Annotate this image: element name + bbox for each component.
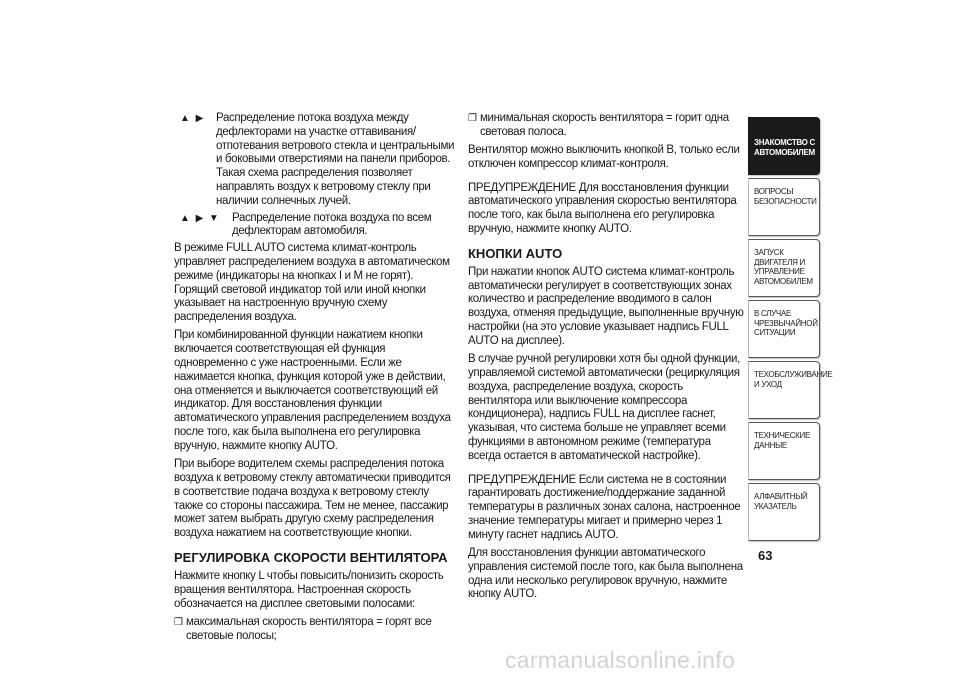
paragraph: В режиме FULL AUTO система климат-контроль управляет распределением воздуха в автоматическом режиме (индикаторы на кнопках I и M не горят). Горящий световой индикатор той или иной кнопки указывает на настроенную вручную схему распределения воздуха. — [174, 242, 450, 324]
arrow-right-icon: ▶ — [195, 212, 203, 224]
warning-paragraph: ПРЕДУПРЕЖДЕНИЕ Для восстановления функции автоматического управления скоростью вентилятора после того, как была выполнена его регулировка вручную, нажмите кнопку AUTO. — [468, 181, 737, 236]
page-number: 63 — [758, 548, 773, 563]
airflow-arrows-icon — [180, 112, 203, 126]
paragraph: При нажатии кнопок AUTO система климат-контроль автоматически регулирует в соответствующих зонах количество и распределение вводимого в салон воздуха, отменяя предыдущие, выполненные вручную настройки (на это условие указывает надпись FULL AUTO на дисплее). — [468, 265, 744, 347]
checkbox-bullet-icon: ❐ — [174, 616, 183, 628]
checkbox-bullet-icon: ❐ — [468, 113, 477, 124]
warning-paragraph: ПРЕДУПРЕЖДЕНИЕ Если система не в состоянии гарантировать достижение/поддержание заданной температуры в различных зонах салона, настроенное значение температуры мигает и примерно через 1 минуту гаснет надпись AUTO. — [468, 473, 741, 541]
tab-getting-to-know-vehicle[interactable]: ЗНАКОМСТВО С АВТОМОБИЛЕМ — [748, 117, 820, 175]
airflow-scheme-windshield-panel — [174, 112, 456, 209]
paragraph: Нажмите кнопку L чтобы повысить/понизить скорость вращения вентилятора. Настроенная скорость обозначается на дисплее световыми полосами: — [174, 569, 444, 610]
right-column — [468, 112, 746, 607]
airflow-arrows-icon — [180, 212, 218, 226]
arrow-up-icon: ▲ — [180, 113, 190, 124]
tab-safety[interactable]: ВОПРОСЫ БЕЗОПАСНОСТИ — [748, 178, 820, 236]
paragraph: Вентилятор можно выключить кнопкой B, только если отключен компрессор климат-контроля. — [468, 144, 740, 170]
list-item-text: минимальная скорость вентилятора = горит одна световая полоса. — [480, 112, 729, 138]
paragraph: При комбинированной функции нажатием кнопки включается соответствующая ей функция одновременно с уже настроенными. Если же нажимается кнопка, функция которой уже в действии, она отменяется и выключается соответствующий ей индикатор. Для восстановления функции автоматического управления распределением воздуха после того, как была выполнена его регулировка вручную, нажмите кнопку AUTO. — [174, 329, 451, 452]
tab-technical-data[interactable]: ТЕХНИЧЕСКИЕ ДАННЫЕ — [748, 422, 820, 480]
list-item-text: максимальная скорость вентилятора = горят все световые полосы; — [186, 615, 432, 642]
watermark: carmanualsonline.info — [505, 647, 736, 673]
left-column — [174, 112, 456, 643]
airflow-scheme-all — [174, 212, 456, 240]
tab-index[interactable]: АЛФАВИТНЫЙ УКАЗАТЕЛЬ — [748, 483, 820, 541]
arrow-up-icon: ▲ — [180, 212, 190, 224]
arrow-right-icon: ▶ — [195, 113, 203, 124]
paragraph: В случае ручной регулировки хотя бы одной функции, управляемой системой автоматически (рециркуляция воздуха, распределение воздуха, скорость вентилятора или выключение компрессора кондиционера), надпись FULL на дисплее гаснет, указывая, что система больше не управляет всеми функциями в автономном режиме (температура всегда остается в автоматической настройке). — [468, 353, 740, 462]
tab-emergency[interactable]: В СЛУЧАЕ ЧРЕЗВЫЧАЙНОЙ СИТУАЦИИ — [748, 300, 820, 358]
chapter-tabs — [748, 117, 833, 544]
arrow-down-icon: ▼ — [208, 212, 219, 224]
list-item — [468, 112, 746, 140]
airflow-scheme-text: Распределение потока воздуха между дефлекторами на участке оттавивания/отпотевания ветрового стекла и центральными и боковыми отверстиями на панели приборов. Такая схема распределения позволяет направлять воздух к ветровому стеклу при наличии солнечных лучей. — [216, 112, 455, 207]
list-item — [174, 616, 456, 644]
section-heading-fan-speed: РЕГУЛИРОВКА СКОРОСТИ ВЕНТИЛЯТОРА — [174, 549, 448, 565]
tab-starting-and-driving[interactable]: ЗАПУСК ДВИГАТЕЛЯ И УПРАВЛЕНИЕ АВТОМОБИЛЕМ — [748, 239, 820, 297]
tab-maintenance[interactable]: ТЕХОБСЛУЖИВАНИЕ И УХОД — [748, 361, 820, 419]
section-heading-auto-buttons: КНОПКИ AUTO — [468, 245, 563, 261]
paragraph: При выборе водителем схемы распределения потока воздуха к ветровому стеклу автоматически приводится в соответствие подача воздуха к ветровому стеклу также со стороны пассажира. Тем не менее, пассажир может затем выбрать другую схему распределения воздуха нажатием на соответствующие кнопки. — [174, 458, 451, 540]
airflow-scheme-text: Распределение потока воздуха по всем дефлекторам автомобиля. — [232, 211, 432, 238]
paragraph: Для восстановления функции автоматического управления системой после того, как была выполнена одна или несколько регулировок вручную, нажмите кнопку AUTO. — [468, 547, 743, 601]
